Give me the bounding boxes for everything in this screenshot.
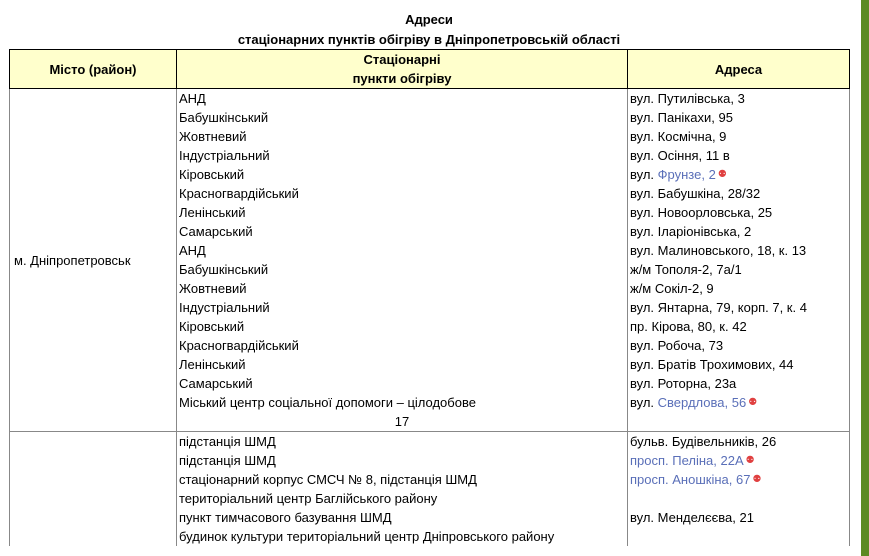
- city-cell-empty: [10, 432, 177, 547]
- point-name: Міський центр соціальної допомоги – цілодобове: [177, 393, 628, 412]
- table-header-row: [10, 50, 850, 89]
- point-name: Індустріальний: [177, 298, 628, 317]
- point-address: вул. Менделєєва, 21: [628, 508, 850, 527]
- point-address: вул. Малиновського, 18, к. 13: [628, 241, 850, 260]
- point-name: стаціонарний корпус СМСЧ № 8, підстанція ШМД: [177, 470, 628, 489]
- heating-points-table: [9, 49, 850, 546]
- header-points-line1: Стаціонарні: [363, 52, 441, 67]
- map-pin-icon[interactable]: ⚉: [745, 455, 755, 466]
- address-map-link[interactable]: Свердлова, 56: [657, 395, 747, 410]
- group2-body: [10, 432, 850, 547]
- header-city: Місто (район): [10, 50, 177, 89]
- point-address: [628, 165, 850, 184]
- address-map-link[interactable]: просп. Аношкіна, 67: [630, 472, 751, 487]
- city-cell: м. Дніпропетровськ: [10, 89, 177, 432]
- point-name: підстанція ШМД: [177, 432, 628, 452]
- title-line-2: стаціонарних пунктів обігріву в Дніпропетровській області: [237, 32, 621, 47]
- point-name: Ленінський: [177, 355, 628, 374]
- point-name: Красногвардійський: [177, 336, 628, 355]
- point-name: пункт тимчасового базування ШМД: [177, 508, 628, 527]
- point-address: вул. Янтарна, 79, корп. 7, к. 4: [628, 298, 850, 317]
- point-address: вул. Новоорловська, 25: [628, 203, 850, 222]
- address-map-link[interactable]: просп. Пеліна, 22А: [630, 453, 744, 468]
- point-name: будинок культури територіальний центр Дніпровського району: [177, 527, 628, 546]
- point-name: Кіровський: [177, 317, 628, 336]
- point-name: територіальний центр Баглійського району: [177, 489, 628, 508]
- table-row: [10, 89, 850, 109]
- total-count: 17: [177, 412, 628, 432]
- point-name: Красногвардійський: [177, 184, 628, 203]
- point-address: ж/м Сокіл-2, 9: [628, 279, 850, 298]
- map-pin-icon[interactable]: ⚉: [717, 169, 727, 180]
- point-address: [628, 393, 850, 412]
- address-map-link[interactable]: Фрунзе, 2: [657, 167, 716, 182]
- group1-body: [10, 89, 850, 432]
- point-name: АНД: [177, 89, 628, 109]
- point-name: АНД: [177, 241, 628, 260]
- table-row: [10, 432, 850, 452]
- point-address: вул. Іларіонівська, 2: [628, 222, 850, 241]
- document: [9, 10, 849, 546]
- point-name: Індустріальний: [177, 146, 628, 165]
- point-address: вул. Робоча, 73: [628, 336, 850, 355]
- point-name: Самарський: [177, 374, 628, 393]
- point-name: Жовтневий: [177, 127, 628, 146]
- header-points: [177, 50, 628, 89]
- point-address: вул. Роторна, 23а: [628, 374, 850, 393]
- map-pin-icon[interactable]: ⚉: [752, 474, 762, 485]
- window-edge-bar: [861, 0, 869, 556]
- point-address: вул. Бабушкіна, 28/32: [628, 184, 850, 203]
- header-points-line2: пункти обігріву: [352, 71, 452, 86]
- point-address: [628, 527, 850, 546]
- address-prefix: вул.: [630, 395, 658, 410]
- point-address: вул. Панікахи, 95: [628, 108, 850, 127]
- point-name: Бабушкінський: [177, 108, 628, 127]
- point-address: бульв. Будівельників, 26: [628, 432, 850, 452]
- point-address: [628, 451, 850, 470]
- point-address: вул. Космічна, 9: [628, 127, 850, 146]
- point-name: Бабушкінський: [177, 260, 628, 279]
- point-address: вул. Путилівська, 3: [628, 89, 850, 109]
- point-address: вул. Братів Трохимових, 44: [628, 355, 850, 374]
- point-address: пр. Кірова, 80, к. 42: [628, 317, 850, 336]
- header-address: Адреса: [628, 50, 850, 89]
- map-pin-icon[interactable]: ⚉: [748, 397, 758, 408]
- point-address: [628, 470, 850, 489]
- point-address: вул. Осіння, 11 в: [628, 146, 850, 165]
- title-line-1: Адреси: [405, 12, 453, 27]
- point-name: Жовтневий: [177, 279, 628, 298]
- point-address: [628, 489, 850, 508]
- point-name: Кіровський: [177, 165, 628, 184]
- point-address: ж/м Тополя-2, 7а/1: [628, 260, 850, 279]
- total-empty-cell: [628, 412, 850, 432]
- point-name: Самарський: [177, 222, 628, 241]
- address-prefix: вул.: [630, 167, 658, 182]
- point-name: підстанція ШМД: [177, 451, 628, 470]
- point-name: Ленінський: [177, 203, 628, 222]
